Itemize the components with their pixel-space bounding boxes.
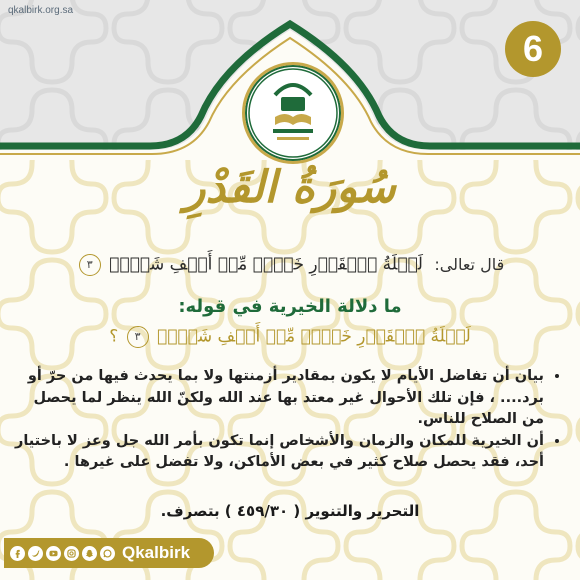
verse-lead: قال تعالى: (434, 254, 505, 274)
explanation-list (14, 366, 562, 474)
footer-handle[interactable]: Qkalbirk (122, 543, 191, 562)
quoted-verse (0, 326, 580, 348)
instagram-icon[interactable] (64, 546, 79, 561)
question-heading: ما دلالة الخيرية في قوله: (178, 296, 402, 317)
explanation-text (14, 366, 562, 474)
whatsapp-icon[interactable] (100, 546, 115, 561)
youtube-icon[interactable] (46, 546, 61, 561)
ayah-number-marker: ٣ (127, 326, 149, 348)
surah-title: سُورَةُ القَدْرِ (184, 162, 396, 213)
logo-graphic (245, 65, 341, 161)
page-number-badge: 6 (505, 21, 561, 77)
list-item: • أن الخيرية للمكان والزمان والأشخاص إنما تكون بأمر الله جل وعز لا باختيار أحد، فقد يحصل صلاح كثير في بعض الأماكن، ولا تفضل على غيرها . (14, 431, 544, 474)
site-url: qkalbirk.org.sa (8, 5, 74, 16)
twitter-icon[interactable] (28, 546, 43, 561)
facebook-icon[interactable] (10, 546, 25, 561)
snapchat-icon[interactable] (82, 546, 97, 561)
source-citation: التحرير والتنوير ( ٤٥٩/٣٠ ) بتصرف. (160, 502, 420, 520)
question-mark: ؟ (109, 326, 119, 347)
verse-text: لَيۡلَةُ ٱلۡقَدۡرِ خَيۡرٞ مِّنۡ أَلۡفِ شَهۡرٖ (109, 254, 423, 275)
list-item: • بيان أن تفاضل الأيام لا يكون بمقادير أزمنتها ولا بما يحدث فيها من حرّ أو برد.... ، فإن تلك الأحوال غير معتد بها عند الله ولكنّ الله ينظر لما يحصل من الصلاح للناس. (14, 366, 544, 431)
ayah-number-marker: ٣ (79, 254, 101, 276)
association-logo (242, 62, 344, 164)
quoted-verse-text: لَيۡلَةُ ٱلۡقَدۡرِ خَيۡرٞ مِّنۡ أَلۡفِ شَهۡرٖ (157, 326, 471, 347)
verse-line (0, 254, 580, 276)
social-footer (4, 538, 214, 568)
